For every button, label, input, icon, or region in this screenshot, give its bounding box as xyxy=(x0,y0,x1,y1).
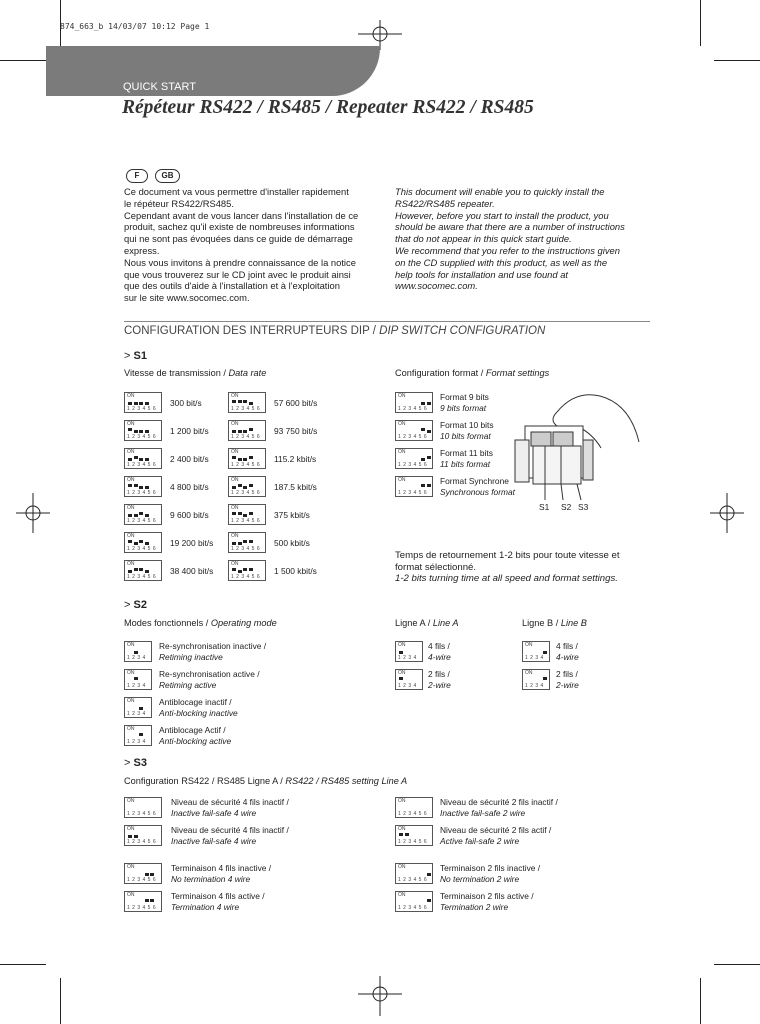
dip-on-label: ON xyxy=(525,670,533,676)
dip-number-label: 1 2 3 4 5 6 xyxy=(127,811,157,817)
dip-number-label: 1 2 3 4 xyxy=(525,683,544,689)
s3-title: Configuration RS422 / RS485 Ligne A / RS422 / RS485 setting Line A xyxy=(124,776,408,786)
line-a-title: Ligne A / Line A xyxy=(395,618,459,628)
dip-on-label: ON xyxy=(231,477,239,483)
mode-label: Re-synchronisation active / Retiming active xyxy=(159,669,260,690)
registration-mark-icon xyxy=(358,976,402,1016)
dip-on-label: ON xyxy=(525,642,533,648)
dip-on-label: ON xyxy=(231,533,239,539)
dip-switch xyxy=(124,641,152,662)
dip-switch xyxy=(395,420,433,441)
print-slug: 874_663_b 14/03/07 10:12 Page 1 xyxy=(60,22,210,31)
setting-label: Terminaison 4 fils inactive / No termination 4 wire xyxy=(171,863,272,884)
dip-switch xyxy=(395,641,423,662)
dip-on-label: ON xyxy=(127,393,135,399)
dip-switch xyxy=(228,476,266,497)
intro-fr: Ce document va vous permettre d'installer rapidement le répéteur RS422/RS485. Cependant avant de vous lancer dans l'installation de ce produit, sachez qu'il existe de nombreuses informations qui ne sont pas évoquées dans ce guide de démarrage express. Nous vous invitons à prendre connaissance de la notice que vous trouverez sur le CD joint avec le produit ainsi que des outils d'aide à l'installation et à l'exploitation sur le site www.socomec.com. xyxy=(124,186,359,304)
dip-switch xyxy=(124,697,152,718)
dip-switch xyxy=(124,825,162,846)
dip-on-label: ON xyxy=(127,561,135,567)
rate-label: 4 800 bit/s xyxy=(170,482,209,492)
dip-on-label: ON xyxy=(398,826,406,832)
rate-label: 38 400 bit/s xyxy=(170,566,214,576)
operating-mode-title: Modes fonctionnels / Operating mode xyxy=(124,618,277,628)
wire-label: 4 fils / 4-wire xyxy=(556,641,579,662)
dip-number-label: 1 2 3 4 5 6 xyxy=(127,490,157,496)
device-label-s3: S3 xyxy=(578,502,589,512)
rate-label: 57 600 bit/s xyxy=(274,398,318,408)
dip-switch xyxy=(124,476,162,497)
mode-label: Re-synchronisation inactive / Retiming inactive xyxy=(159,641,267,662)
s3-heading: > S3 xyxy=(124,757,147,769)
rate-label: 187.5 kbit/s xyxy=(274,482,317,492)
format-title: Configuration format / Format settings xyxy=(395,368,550,378)
dip-on-label: ON xyxy=(127,533,135,539)
dip-switch xyxy=(228,420,266,441)
dip-on-label: ON xyxy=(398,798,406,804)
setting-label: Niveau de sécurité 2 fils inactif / Inactive fail-safe 2 wire xyxy=(440,797,558,818)
dip-number-label: 1 2 3 4 5 6 xyxy=(231,546,261,552)
dip-on-label: ON xyxy=(127,826,135,832)
setting-label: Niveau de sécurité 2 fils actif / Active fail-safe 2 wire xyxy=(440,825,552,846)
lang-pill-f: F xyxy=(126,169,148,183)
dip-switch xyxy=(124,669,152,690)
dip-switch xyxy=(124,863,162,884)
dip-switch xyxy=(124,560,162,581)
wire-label: 2 fils / 2-wire xyxy=(556,669,579,690)
dip-number-label: 1 2 3 4 5 6 xyxy=(398,462,428,468)
dip-number-label: 1 2 3 4 xyxy=(127,739,146,745)
format-label: Format Synchrone Synchronous format xyxy=(440,476,515,497)
dip-on-label: ON xyxy=(231,421,239,427)
dip-switch xyxy=(228,392,266,413)
dip-number-label: 1 2 3 4 5 6 xyxy=(127,434,157,440)
dip-number-label: 1 2 3 4 5 6 xyxy=(398,434,428,440)
dip-switch xyxy=(228,560,266,581)
crop-mark xyxy=(60,978,61,1024)
dip-switch xyxy=(395,448,433,469)
dip-on-label: ON xyxy=(127,642,135,648)
dip-on-label: ON xyxy=(231,505,239,511)
crop-mark xyxy=(0,60,46,61)
dip-switch xyxy=(395,891,433,912)
wire-label: 2 fils / 2-wire xyxy=(428,669,451,690)
dip-switch xyxy=(228,448,266,469)
dip-number-label: 1 2 3 4 5 6 xyxy=(231,434,261,440)
dip-switch xyxy=(124,532,162,553)
dip-number-label: 1 2 3 4 xyxy=(525,655,544,661)
rate-label: 300 bit/s xyxy=(170,398,202,408)
dip-number-label: 1 2 3 4 xyxy=(127,683,146,689)
section-divider xyxy=(124,321,650,322)
dip-number-label: 1 2 3 4 xyxy=(398,655,417,661)
dip-on-label: ON xyxy=(127,670,135,676)
dip-on-label: ON xyxy=(231,449,239,455)
dip-number-label: 1 2 3 4 5 6 xyxy=(127,839,157,845)
format-label: Format 9 bits 9 bits format xyxy=(440,392,489,413)
dip-switch xyxy=(124,891,162,912)
dip-on-label: ON xyxy=(398,864,406,870)
dip-number-label: 1 2 3 4 5 6 xyxy=(398,839,428,845)
data-rate-title: Vitesse de transmission / Data rate xyxy=(124,368,267,378)
dip-switch xyxy=(522,641,550,662)
dip-switch xyxy=(124,725,152,746)
dip-on-label: ON xyxy=(127,477,135,483)
setting-label: Niveau de sécurité 4 fils inactif / Inactive fail-safe 4 wire xyxy=(171,825,289,846)
dip-switch xyxy=(124,797,162,818)
dip-number-label: 1 2 3 4 5 6 xyxy=(231,490,261,496)
rate-label: 500 kbit/s xyxy=(274,538,310,548)
setting-label: Niveau de sécurité 4 fils inactif / Inactive fail-safe 4 wire xyxy=(171,797,289,818)
dip-number-label: 1 2 3 4 5 6 xyxy=(398,905,428,911)
dip-number-label: 1 2 3 4 5 6 xyxy=(127,877,157,883)
setting-label: Terminaison 2 fils inactive / No termination 2 wire xyxy=(440,863,541,884)
dip-on-label: ON xyxy=(398,393,406,399)
device-label-s2: S2 xyxy=(561,502,572,512)
dip-on-label: ON xyxy=(398,477,406,483)
intro-en: This document will enable you to quickly install the RS422/RS485 repeater. However, before you start to install the product, you should be aware that there are a number of instructions that do not appear in this quick start guide. We recommend that you refer to the instructions given on the CD supplied with this product, as well as the help tools for installation and use found at www.socomec.com. xyxy=(395,186,625,292)
rate-label: 2 400 bit/s xyxy=(170,454,209,464)
rate-label: 19 200 bit/s xyxy=(170,538,214,548)
crop-mark xyxy=(700,978,701,1024)
dip-number-label: 1 2 3 4 5 6 xyxy=(398,811,428,817)
dip-on-label: ON xyxy=(398,892,406,898)
dip-number-label: 1 2 3 4 5 6 xyxy=(127,546,157,552)
dip-number-label: 1 2 3 4 5 6 xyxy=(127,518,157,524)
dip-number-label: 1 2 3 4 xyxy=(398,683,417,689)
rate-label: 115.2 kbit/s xyxy=(274,454,317,464)
rate-label: 1 500 kbit/s xyxy=(274,566,317,576)
dip-number-label: 1 2 3 4 xyxy=(127,711,146,717)
dip-on-label: ON xyxy=(127,864,135,870)
dip-number-label: 1 2 3 4 5 6 xyxy=(231,462,261,468)
dip-switch xyxy=(395,797,433,818)
dip-switch xyxy=(395,863,433,884)
dip-number-label: 1 2 3 4 5 6 xyxy=(231,574,261,580)
dip-switch xyxy=(124,504,162,525)
dip-on-label: ON xyxy=(398,670,406,676)
dip-number-label: 1 2 3 4 5 6 xyxy=(398,877,428,883)
dip-number-label: 1 2 3 4 5 6 xyxy=(127,574,157,580)
device-illustration xyxy=(505,382,655,514)
dip-on-label: ON xyxy=(398,421,406,427)
header-tab xyxy=(46,46,380,96)
dip-number-label: 1 2 3 4 5 6 xyxy=(127,406,157,412)
registration-mark-icon xyxy=(710,493,744,533)
dip-number-label: 1 2 3 4 5 6 xyxy=(231,406,261,412)
mode-label: Antiblocage inactif / Anti-blocking inactive xyxy=(159,697,238,718)
dip-switch xyxy=(395,392,433,413)
rate-label: 375 kbit/s xyxy=(274,510,310,520)
device-label-s1: S1 xyxy=(539,502,550,512)
dip-on-label: ON xyxy=(127,698,135,704)
dip-number-label: 1 2 3 4 xyxy=(127,655,146,661)
dip-switch xyxy=(522,669,550,690)
dip-switch xyxy=(395,825,433,846)
section-title: CONFIGURATION DES INTERRUPTEURS DIP / DIP SWITCH CONFIGURATION xyxy=(124,325,546,337)
format-label: Format 11 bits 11 bits format xyxy=(440,448,493,469)
dip-on-label: ON xyxy=(231,393,239,399)
setting-label: Terminaison 4 fils active / Termination 4 wire xyxy=(171,891,265,912)
dip-on-label: ON xyxy=(127,798,135,804)
dip-on-label: ON xyxy=(127,505,135,511)
dip-switch xyxy=(228,504,266,525)
format-label: Format 10 bits 10 bits format xyxy=(440,420,494,441)
registration-mark-icon xyxy=(16,493,50,533)
dip-on-label: ON xyxy=(398,449,406,455)
section-label: QUICK START xyxy=(123,81,196,93)
setting-label: Terminaison 2 fils active / Termination 2 wire xyxy=(440,891,534,912)
rate-label: 1 200 bit/s xyxy=(170,426,209,436)
wire-label: 4 fils / 4-wire xyxy=(428,641,451,662)
dip-on-label: ON xyxy=(127,726,135,732)
rate-label: 93 750 bit/s xyxy=(274,426,318,436)
dip-on-label: ON xyxy=(127,449,135,455)
dip-on-label: ON xyxy=(398,642,406,648)
s1-heading: > S1 xyxy=(124,350,147,362)
mode-label: Antiblocage Actif / Anti-blocking active xyxy=(159,725,232,746)
dip-switch xyxy=(228,532,266,553)
turn-time-note: Temps de retournement 1-2 bits pour toute vitesse et format sélectionné. 1-2 bits turning time at all speed and format settings. xyxy=(395,550,620,584)
page-title: Répéteur RS422 / RS485 / Repeater RS422 / RS485 xyxy=(122,97,534,118)
dip-switch xyxy=(395,669,423,690)
lang-pill-gb: GB xyxy=(155,169,180,183)
dip-switch xyxy=(124,392,162,413)
dip-on-label: ON xyxy=(231,561,239,567)
dip-on-label: ON xyxy=(127,892,135,898)
crop-mark xyxy=(700,0,701,46)
rate-label: 9 600 bit/s xyxy=(170,510,209,520)
dip-number-label: 1 2 3 4 5 6 xyxy=(398,490,428,496)
dip-number-label: 1 2 3 4 5 6 xyxy=(231,518,261,524)
dip-switch xyxy=(395,476,433,497)
line-b-title: Ligne B / Line B xyxy=(522,618,587,628)
dip-switch xyxy=(124,448,162,469)
crop-mark xyxy=(0,964,46,965)
dip-number-label: 1 2 3 4 5 6 xyxy=(127,905,157,911)
crop-mark xyxy=(714,60,760,61)
crop-mark xyxy=(714,964,760,965)
dip-switch xyxy=(124,420,162,441)
dip-number-label: 1 2 3 4 5 6 xyxy=(127,462,157,468)
dip-on-label: ON xyxy=(127,421,135,427)
dip-number-label: 1 2 3 4 5 6 xyxy=(398,406,428,412)
s2-heading: > S2 xyxy=(124,599,147,611)
